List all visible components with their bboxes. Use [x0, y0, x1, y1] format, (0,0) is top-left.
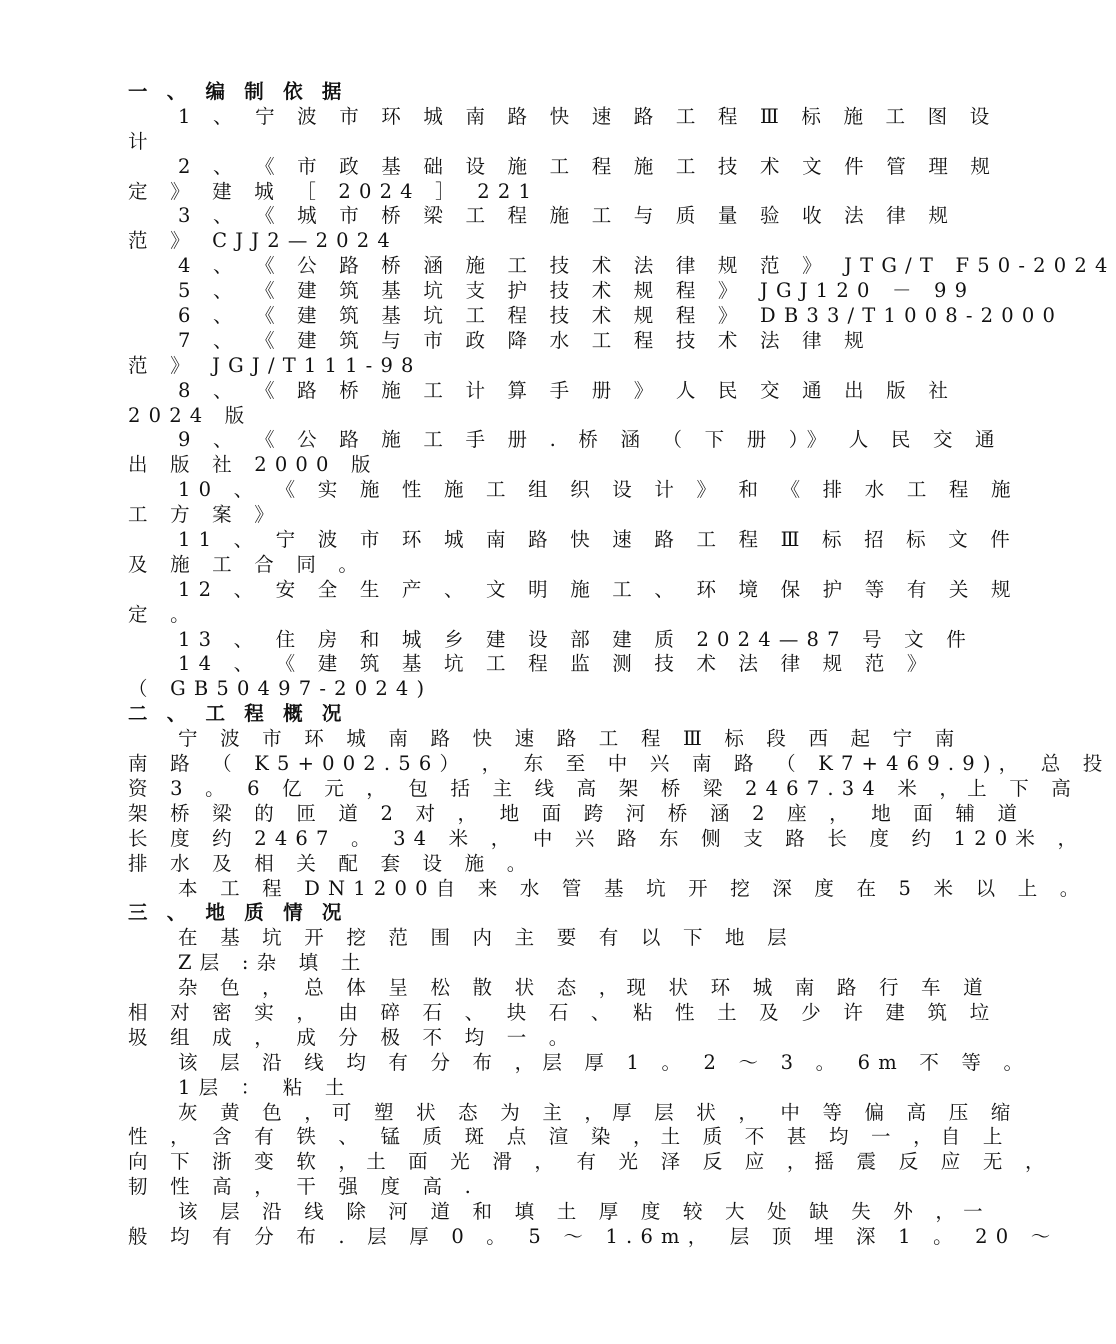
section-heading: 一 、 编 制 依 据 — [128, 80, 348, 103]
text-line: 11 、 宁 波 市 环 城 南 路 快 速 路 工 程 Ⅲ 标 招 标 文 件 — [178, 528, 1018, 552]
text-line: 2 、 《 市 政 基 础 设 施 工 程 施 工 技 术 文 件 管 理 规 — [178, 154, 999, 178]
text-line: 圾 组 成 ， 成 分 极 不 均 一 。 — [128, 1025, 577, 1049]
section-heading: 三 、 地 质 情 况 — [128, 901, 348, 925]
text-line: 般 均 有 分 布 . 层 厚 0 。 5 ～ 1.6m， 层 顶 埋 深 1 。 20 ～ — [128, 1224, 1059, 1248]
text-line: 该 层 沿 线 除 河 道 和 填 土 厚 度 较 大 处 缺 失 外 ，一 — [178, 1200, 991, 1224]
text-line: 宁 波 市 环 城 南 路 快 速 路 工 程 Ⅲ 标 段 西 起 宁 南 — [178, 727, 963, 751]
text-line: 向 下 浙 变 软 ，土 面 光 滑 ， 有 光 泽 反 应 ，摇 震 反 应 无 ， — [128, 1150, 1053, 1174]
text-line: 性 ， 含 有 铁 、 锰 质 斑 点 渲 染 ，土 质 不 甚 均 一 ，自 上 — [128, 1125, 1011, 1149]
text-line: 10 、 《 实 施 性 施 工 组 织 设 计 》 和 《 排 水 工 程 施 — [178, 478, 1019, 502]
text-line: 1层 ： 粘 土 — [178, 1075, 353, 1099]
text-line: 南 路 （ K5+002.56） ， 东 至 中 兴 南 路 （ K7+469.9)， 总 投 — [128, 752, 1111, 776]
text-line: 6 、 《 建 筑 基 坑 工 程 技 术 规 程 》 DB33/T1008-2000 — [178, 304, 1064, 328]
text-line: 13 、 住 房 和 城 乡 建 设 部 建 质 2024—87 号 文 件 — [178, 627, 974, 651]
text-line: 7 、 《 建 筑 与 市 政 降 水 工 程 技 术 法 律 规 — [178, 328, 872, 352]
text-line: 定 。 — [128, 602, 198, 626]
text-line: 2024 版 — [128, 403, 253, 427]
text-line: 14 、 《 建 筑 基 坑 工 程 监 测 技 术 法 律 规 范 》 — [178, 652, 935, 676]
text-line: 12 、 安 全 生 产 、 文 明 施 工 、 环 境 保 护 等 有 关 规 — [178, 577, 1019, 601]
text-line: 资 3 。 6 亿 元 ， 包 括 主 线 高 架 桥 梁 2467.34 米 ，上 下 高 — [128, 776, 1079, 800]
text-line: 杂 色 ， 总 体 呈 松 散 状 态 ，现 状 环 城 南 路 行 车 道 — [178, 976, 991, 1000]
text-line: 出 版 社 2000 版 — [128, 453, 379, 477]
text-line: 9 、 《 公 路 施 工 手 册 . 桥 涵 （ 下 册 ）》 人 民 交 通 — [178, 428, 1003, 452]
text-line: 该 层 沿 线 均 有 分 布 ，层 厚 1 。 2 ～ 3 。 6m 不 等 。 — [178, 1050, 1032, 1074]
text-line: 及 施 工 合 同 。 — [128, 552, 367, 576]
text-line: 长 度 约 2467 。 34 米 ， 中 兴 路 东 侧 支 路 长 度 约 120米 ， — [128, 826, 1086, 850]
text-line: 范 》 CJJ2—2024 — [128, 229, 398, 253]
text-line: 在 基 坑 开 挖 范 围 内 主 要 有 以 下 地 层 — [178, 926, 795, 950]
text-line: 灰 黄 色 ，可 塑 状 态 为 主 ，厚 层 状 ， 中 等 偏 高 压 缩 — [178, 1100, 1019, 1124]
text-line: 工 方 案 》 — [128, 503, 282, 527]
document-page — [128, 80, 1116, 1250]
section-heading: 二 、 工 程 概 况 — [128, 702, 348, 726]
text-line: 相 对 密 实 ， 由 碎 石 、 块 石 、 粘 性 土 及 少 许 建 筑 垃 — [128, 1000, 998, 1024]
text-line: Z层 :杂 填 土 — [178, 951, 369, 975]
text-line: 范 》 JGJ/T111-98 — [128, 353, 422, 377]
text-line: 本 工 程 DN1200自 来 水 管 基 坑 开 挖 深 度 在 5 米 以 上 。 — [178, 876, 1088, 900]
text-line: 定 》 建 城 ［ 2024 ］ 221 — [128, 179, 540, 203]
text-line: 8 、 《 路 桥 施 工 计 算 手 册 》 人 民 交 通 出 版 社 — [178, 378, 957, 402]
text-line: 架 桥 梁 的 匝 道 2 对 ， 地 面 跨 河 桥 涵 2 座 ， 地 面 辅 道 — [128, 801, 1026, 825]
text-line: 计 — [128, 129, 156, 153]
text-line: 1 、 宁 波 市 环 城 南 路 快 速 路 工 程 Ⅲ 标 施 工 图 设 — [178, 104, 998, 128]
text-line: 韧 性 高 ， 干 强 度 高 . — [128, 1175, 480, 1199]
text-line: 5 、 《 建 筑 基 坑 支 护 技 术 规 程 》 JGJ120 － 99 — [178, 279, 976, 303]
text-line: 排 水 及 相 关 配 套 设 施 。 — [128, 851, 535, 875]
text-line: （ GB50497-2024) — [128, 677, 433, 701]
text-line: 4 、 《 公 路 桥 涵 施 工 技 术 法 律 规 范 》 JTG/T F50-2024 — [178, 254, 1116, 278]
text-line: 3 、 《 城 市 桥 梁 工 程 施 工 与 质 量 验 收 法 律 规 — [178, 204, 957, 228]
